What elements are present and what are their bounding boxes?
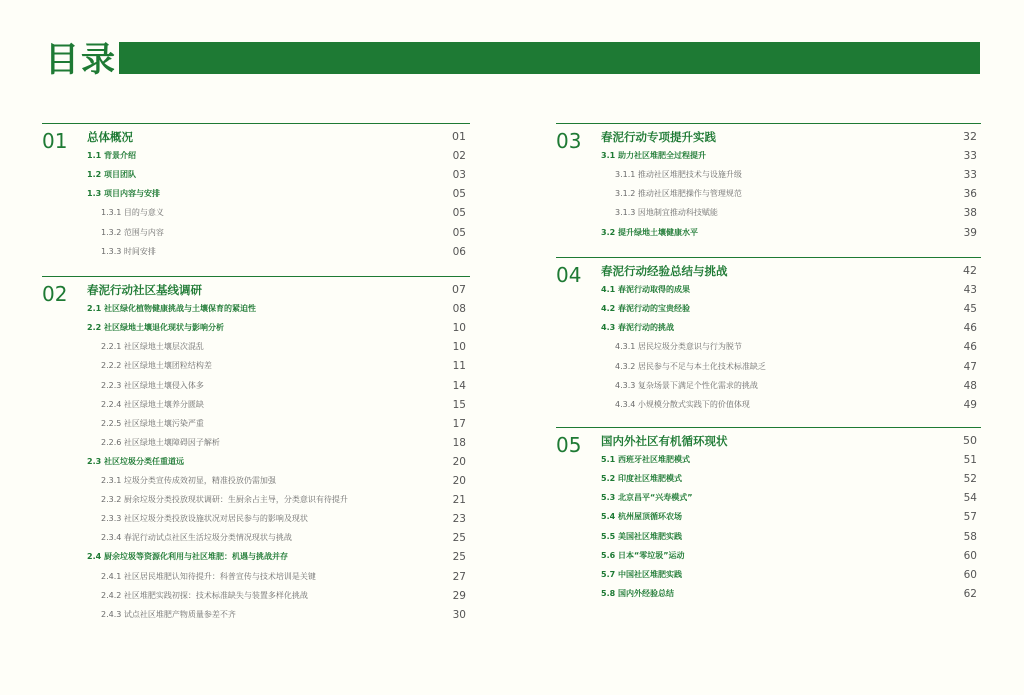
chapter-title: 春泥行动社区基线调研	[87, 283, 202, 297]
toc-entry-subsection[interactable]	[42, 587, 470, 605]
toc-section	[42, 276, 470, 640]
page-number: 58	[963, 530, 977, 543]
entry-title: 3.1 助力社区堆肥全过程提升	[601, 151, 706, 161]
toc-entry-section[interactable]	[42, 453, 470, 471]
page-number: 62	[963, 587, 977, 600]
entry-title: 3.1.2 推动社区堆肥操作与管理规范	[615, 189, 742, 199]
page-number: 60	[963, 549, 977, 562]
toc-entry-chapter[interactable]	[556, 432, 981, 450]
toc-entry-subsection[interactable]	[42, 472, 470, 490]
section-number: 02	[42, 282, 68, 306]
page-number: 15	[452, 398, 466, 411]
toc-entry-subsection[interactable]	[42, 243, 470, 261]
entry-title: 2.4.3 试点社区堆肥产物质量参差不齐	[101, 609, 236, 619]
toc-entry-section[interactable]	[42, 147, 470, 165]
entry-title: 5.1 西班牙社区堆肥模式	[601, 455, 690, 465]
page-number: 46	[963, 322, 977, 335]
toc-entry-section[interactable]	[42, 548, 470, 566]
page-number: 32	[963, 130, 977, 143]
toc-entry-section[interactable]	[42, 166, 470, 184]
entry-title: 2.2.2 社区绿地土壤团粒结构差	[101, 361, 212, 371]
toc-entry-section[interactable]	[556, 224, 981, 242]
section-number: 05	[556, 433, 582, 457]
toc-entry-subsection[interactable]	[556, 166, 981, 184]
toc-entry-section[interactable]	[556, 528, 981, 546]
toc-entry-subsection[interactable]	[42, 606, 470, 624]
page-number: 50	[963, 434, 977, 447]
page-number: 05	[452, 226, 466, 239]
page-number: 42	[963, 264, 977, 277]
page-number: 18	[452, 436, 466, 449]
page-number: 57	[963, 511, 977, 524]
page-number: 29	[452, 589, 466, 602]
page-number: 51	[963, 454, 977, 467]
chapter-title: 国内外社区有机循环现状	[601, 434, 728, 448]
chapter-title: 总体概况	[87, 130, 133, 144]
entry-title: 5.7 中国社区堆肥实践	[601, 569, 682, 579]
toc-entry-subsection[interactable]	[556, 396, 981, 414]
toc-entry-subsection[interactable]	[42, 224, 470, 242]
page-number: 23	[452, 513, 466, 526]
page-number: 08	[452, 303, 466, 316]
toc-entry-subsection[interactable]	[556, 338, 981, 356]
toc-entry-section[interactable]	[42, 300, 470, 318]
section-number: 04	[556, 263, 582, 287]
section-number: 03	[556, 129, 582, 153]
toc-entry-section[interactable]	[556, 585, 981, 603]
entry-title: 3.2 提升绿地土壤健康水平	[601, 227, 698, 237]
page-number: 11	[452, 360, 466, 373]
page-number: 25	[452, 551, 466, 564]
section-divider	[42, 276, 470, 277]
toc-section	[556, 257, 981, 430]
page-number: 47	[963, 360, 977, 373]
page-number: 36	[963, 188, 977, 201]
toc-entry-section[interactable]	[42, 185, 470, 203]
chapter-title: 春泥行动专项提升实践	[601, 130, 716, 144]
page-number: 05	[452, 207, 466, 220]
toc-entry-section[interactable]	[556, 451, 981, 469]
entry-title: 2.2 社区绿地土壤退化现状与影响分析	[87, 323, 224, 333]
toc-entry-subsection[interactable]	[42, 510, 470, 528]
toc-entry-subsection[interactable]	[42, 338, 470, 356]
toc-entry-subsection[interactable]	[556, 358, 981, 376]
toc-entry-section[interactable]	[556, 300, 981, 318]
toc-entry-section[interactable]	[556, 281, 981, 299]
entry-title: 4.3.2 居民参与不足与本土化技术标准缺乏	[615, 361, 766, 371]
page-number: 07	[452, 283, 466, 296]
entry-title: 2.3.2 厨余垃圾分类投放现状调研：生厨余占主导，分类意识有待提升	[101, 495, 348, 505]
entry-title: 4.3.3 复杂场景下满足个性化需求的挑战	[615, 380, 758, 390]
toc-entry-subsection[interactable]	[42, 377, 470, 395]
toc-entry-subsection[interactable]	[556, 185, 981, 203]
toc-entry-subsection[interactable]	[42, 396, 470, 414]
page-number: 60	[963, 568, 977, 581]
page-title: 目录	[45, 40, 117, 80]
page-number: 27	[452, 570, 466, 583]
entry-title: 5.4 杭州屋顶循环农场	[601, 512, 682, 522]
toc-entry-subsection[interactable]	[556, 204, 981, 222]
entry-title: 5.5 美国社区堆肥实践	[601, 531, 682, 541]
page-number: 03	[452, 169, 466, 182]
page-number: 45	[963, 303, 977, 316]
entry-title: 3.1.3 因地制宜推动科技赋能	[615, 208, 718, 218]
toc-entry-subsection[interactable]	[42, 568, 470, 586]
toc-entry-subsection[interactable]	[42, 529, 470, 547]
page-number: 38	[963, 207, 977, 220]
entry-title: 2.3.4 春泥行动试点社区生活垃圾分类情况现状与挑战	[101, 533, 292, 543]
entry-title: 2.3.1 垃圾分类宣传成效初显，精准投放仍需加强	[101, 476, 276, 485]
toc-entry-chapter[interactable]	[556, 128, 981, 146]
page-number: 54	[963, 492, 977, 505]
toc-section	[556, 123, 981, 258]
toc-section	[42, 123, 470, 277]
page-number: 02	[452, 150, 466, 163]
toc-entry-section[interactable]	[556, 319, 981, 337]
toc-entry-section[interactable]	[556, 470, 981, 488]
section-number: 01	[42, 129, 68, 153]
toc-entry-subsection[interactable]	[556, 377, 981, 395]
section-divider	[42, 123, 470, 124]
toc-entry-section[interactable]	[556, 566, 981, 584]
entry-title: 4.3.4 小规模分散式实践下的价值体现	[615, 399, 750, 409]
entry-title: 5.3 北京昌平“兴寿模式”	[601, 493, 693, 503]
title-bar	[119, 42, 980, 74]
page-number: 10	[452, 341, 466, 354]
entry-title: 5.2 印度社区堆肥模式	[601, 474, 682, 484]
toc-entry-section[interactable]	[556, 489, 981, 507]
toc-entry-section[interactable]	[556, 547, 981, 565]
toc-entry-subsection[interactable]	[42, 204, 470, 222]
entry-title: 5.6 日本“零垃圾”运动	[601, 550, 685, 560]
toc-section	[556, 427, 981, 619]
page-number: 39	[963, 226, 977, 239]
page-number: 10	[452, 322, 466, 335]
page-number: 01	[452, 130, 466, 143]
entry-title: 2.4 厨余垃圾等资源化利用与社区堆肥：机遇与挑战并存	[87, 552, 288, 562]
page-number: 52	[963, 473, 977, 486]
page-number: 46	[963, 341, 977, 354]
toc-entry-section[interactable]	[556, 147, 981, 165]
page-number: 43	[963, 284, 977, 297]
section-divider	[556, 123, 981, 124]
entry-title: 4.3.1 居民垃圾分类意识与行为脱节	[615, 342, 742, 352]
entry-title: 1.3.2 范围与内容	[101, 227, 164, 237]
entry-title: 2.2.6 社区绿地土壤障碍因子解析	[101, 437, 220, 447]
toc-entry-subsection[interactable]	[42, 491, 470, 509]
page-number: 30	[452, 608, 466, 621]
page-number: 06	[452, 245, 466, 258]
entry-title: 2.2.3 社区绿地土壤侵入体多	[101, 380, 204, 390]
entry-title: 2.4.1 社区居民堆肥认知待提升：科普宣传与技术培训是关键	[101, 571, 316, 581]
entry-title: 4.2 春泥行动的宝贵经验	[601, 304, 690, 314]
toc-entry-subsection[interactable]	[42, 415, 470, 433]
entry-title: 5.8 国内外经验总结	[601, 588, 674, 598]
toc-entry-chapter[interactable]	[42, 281, 470, 299]
toc-entry-subsection[interactable]	[42, 357, 470, 375]
section-divider	[556, 257, 981, 258]
entry-title: 2.4.2 社区堆肥实践初探：技术标准缺失与装置多样化挑战	[101, 590, 308, 600]
toc-entry-section[interactable]	[556, 508, 981, 526]
page-number: 25	[452, 532, 466, 545]
page-number: 05	[452, 188, 466, 201]
entry-title: 2.2.4 社区绿地土壤养分匮缺	[101, 399, 204, 409]
page-number: 17	[452, 417, 466, 430]
entry-title: 4.1 春泥行动取得的成果	[601, 285, 690, 295]
chapter-title: 春泥行动经验总结与挑战	[601, 264, 728, 278]
page-number: 14	[452, 379, 466, 392]
entry-title: 2.3 社区垃圾分类任重道远	[87, 456, 184, 466]
entry-title: 1.2 项目团队	[87, 170, 136, 180]
entry-title: 2.1 社区绿化植物健康挑战与土壤保育的紧迫性	[87, 304, 256, 314]
entry-title: 2.2.1 社区绿地土壤层次混乱	[101, 342, 204, 352]
page-number: 21	[452, 494, 466, 507]
toc-entry-subsection[interactable]	[42, 434, 470, 452]
entry-title: 4.3 春泥行动的挑战	[601, 323, 674, 333]
entry-title: 1.3 项目内容与安排	[87, 189, 160, 199]
entry-title: 3.1.1 推动社区堆肥技术与设施升级	[615, 170, 742, 180]
page-number: 20	[452, 475, 466, 487]
entry-title: 1.3.1 目的与意义	[101, 208, 164, 218]
page-number: 20	[452, 455, 466, 468]
entry-title: 2.2.5 社区绿地土壤污染严重	[101, 418, 204, 428]
page-number: 33	[963, 150, 977, 163]
section-divider	[556, 427, 981, 428]
page-number: 49	[963, 398, 977, 411]
entry-title: 2.3.3 社区垃圾分类投放设施状况对居民参与的影响及现状	[101, 514, 308, 524]
entry-title: 1.1 背景介绍	[87, 151, 136, 161]
entry-title: 1.3.3 时间安排	[101, 246, 156, 256]
page-number: 48	[963, 379, 977, 392]
toc-entry-chapter[interactable]	[42, 128, 470, 146]
page-number: 33	[963, 169, 977, 182]
toc-entry-section[interactable]	[42, 319, 470, 337]
toc-entry-chapter[interactable]	[556, 262, 981, 280]
